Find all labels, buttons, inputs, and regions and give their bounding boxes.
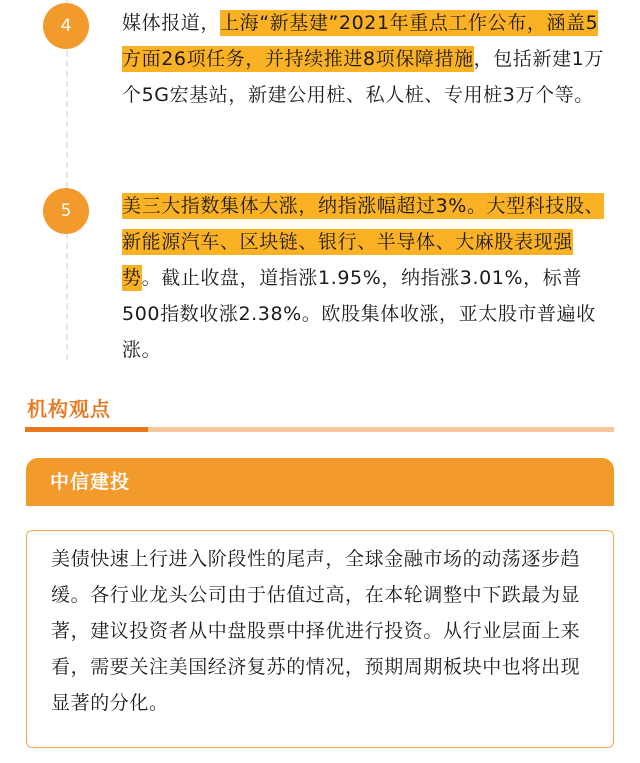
news-item-highlight: 上海“新基建”2021年重点工作公布，涵盖5方面26项任务，并持续推进8项保障措施	[122, 12, 599, 70]
section-divider-accent	[25, 427, 148, 432]
card-body-text: 美债快速上行进入阶段性的尾声，全球金融市场的动荡逐步趋缓。各行业龙头公司由于估值过高，在本轮调整中下跌最为显著，建议投资者从中盘股票中择优进行投资。从行业层面上来看，需要关注美国经济复苏的情况，预期周期板块中也将出现显著的分化。	[51, 548, 581, 714]
card-header	[26, 458, 614, 506]
card-header-title: 中信建投	[50, 471, 131, 493]
news-item-text	[122, 188, 606, 368]
news-item-suffix: ，包括新建1万个5G宏基站，新建公用桩、私人桩、专用桩3万个等。	[122, 48, 604, 106]
card-body	[26, 530, 614, 748]
timeline-line	[66, 0, 68, 360]
news-item-suffix: 。截止收盘，道指涨1.95%，纳指涨3.01%，标普500指数收涨2.38%。欧股集体收涨，亚太股市普遍收涨。	[122, 267, 596, 361]
item-number-badge: 4	[43, 3, 89, 49]
news-item-text	[122, 5, 606, 113]
news-item-prefix: 媒体报道，	[122, 12, 221, 34]
news-item-highlight: 美三大指数集体大涨，纳指涨幅超过3%。大型科技股、新能源汽车、区块链、银行、半导体、大麻股表现强势	[122, 195, 605, 289]
section-title: 机构观点	[27, 397, 111, 421]
item-number-badge: 5	[43, 188, 89, 234]
